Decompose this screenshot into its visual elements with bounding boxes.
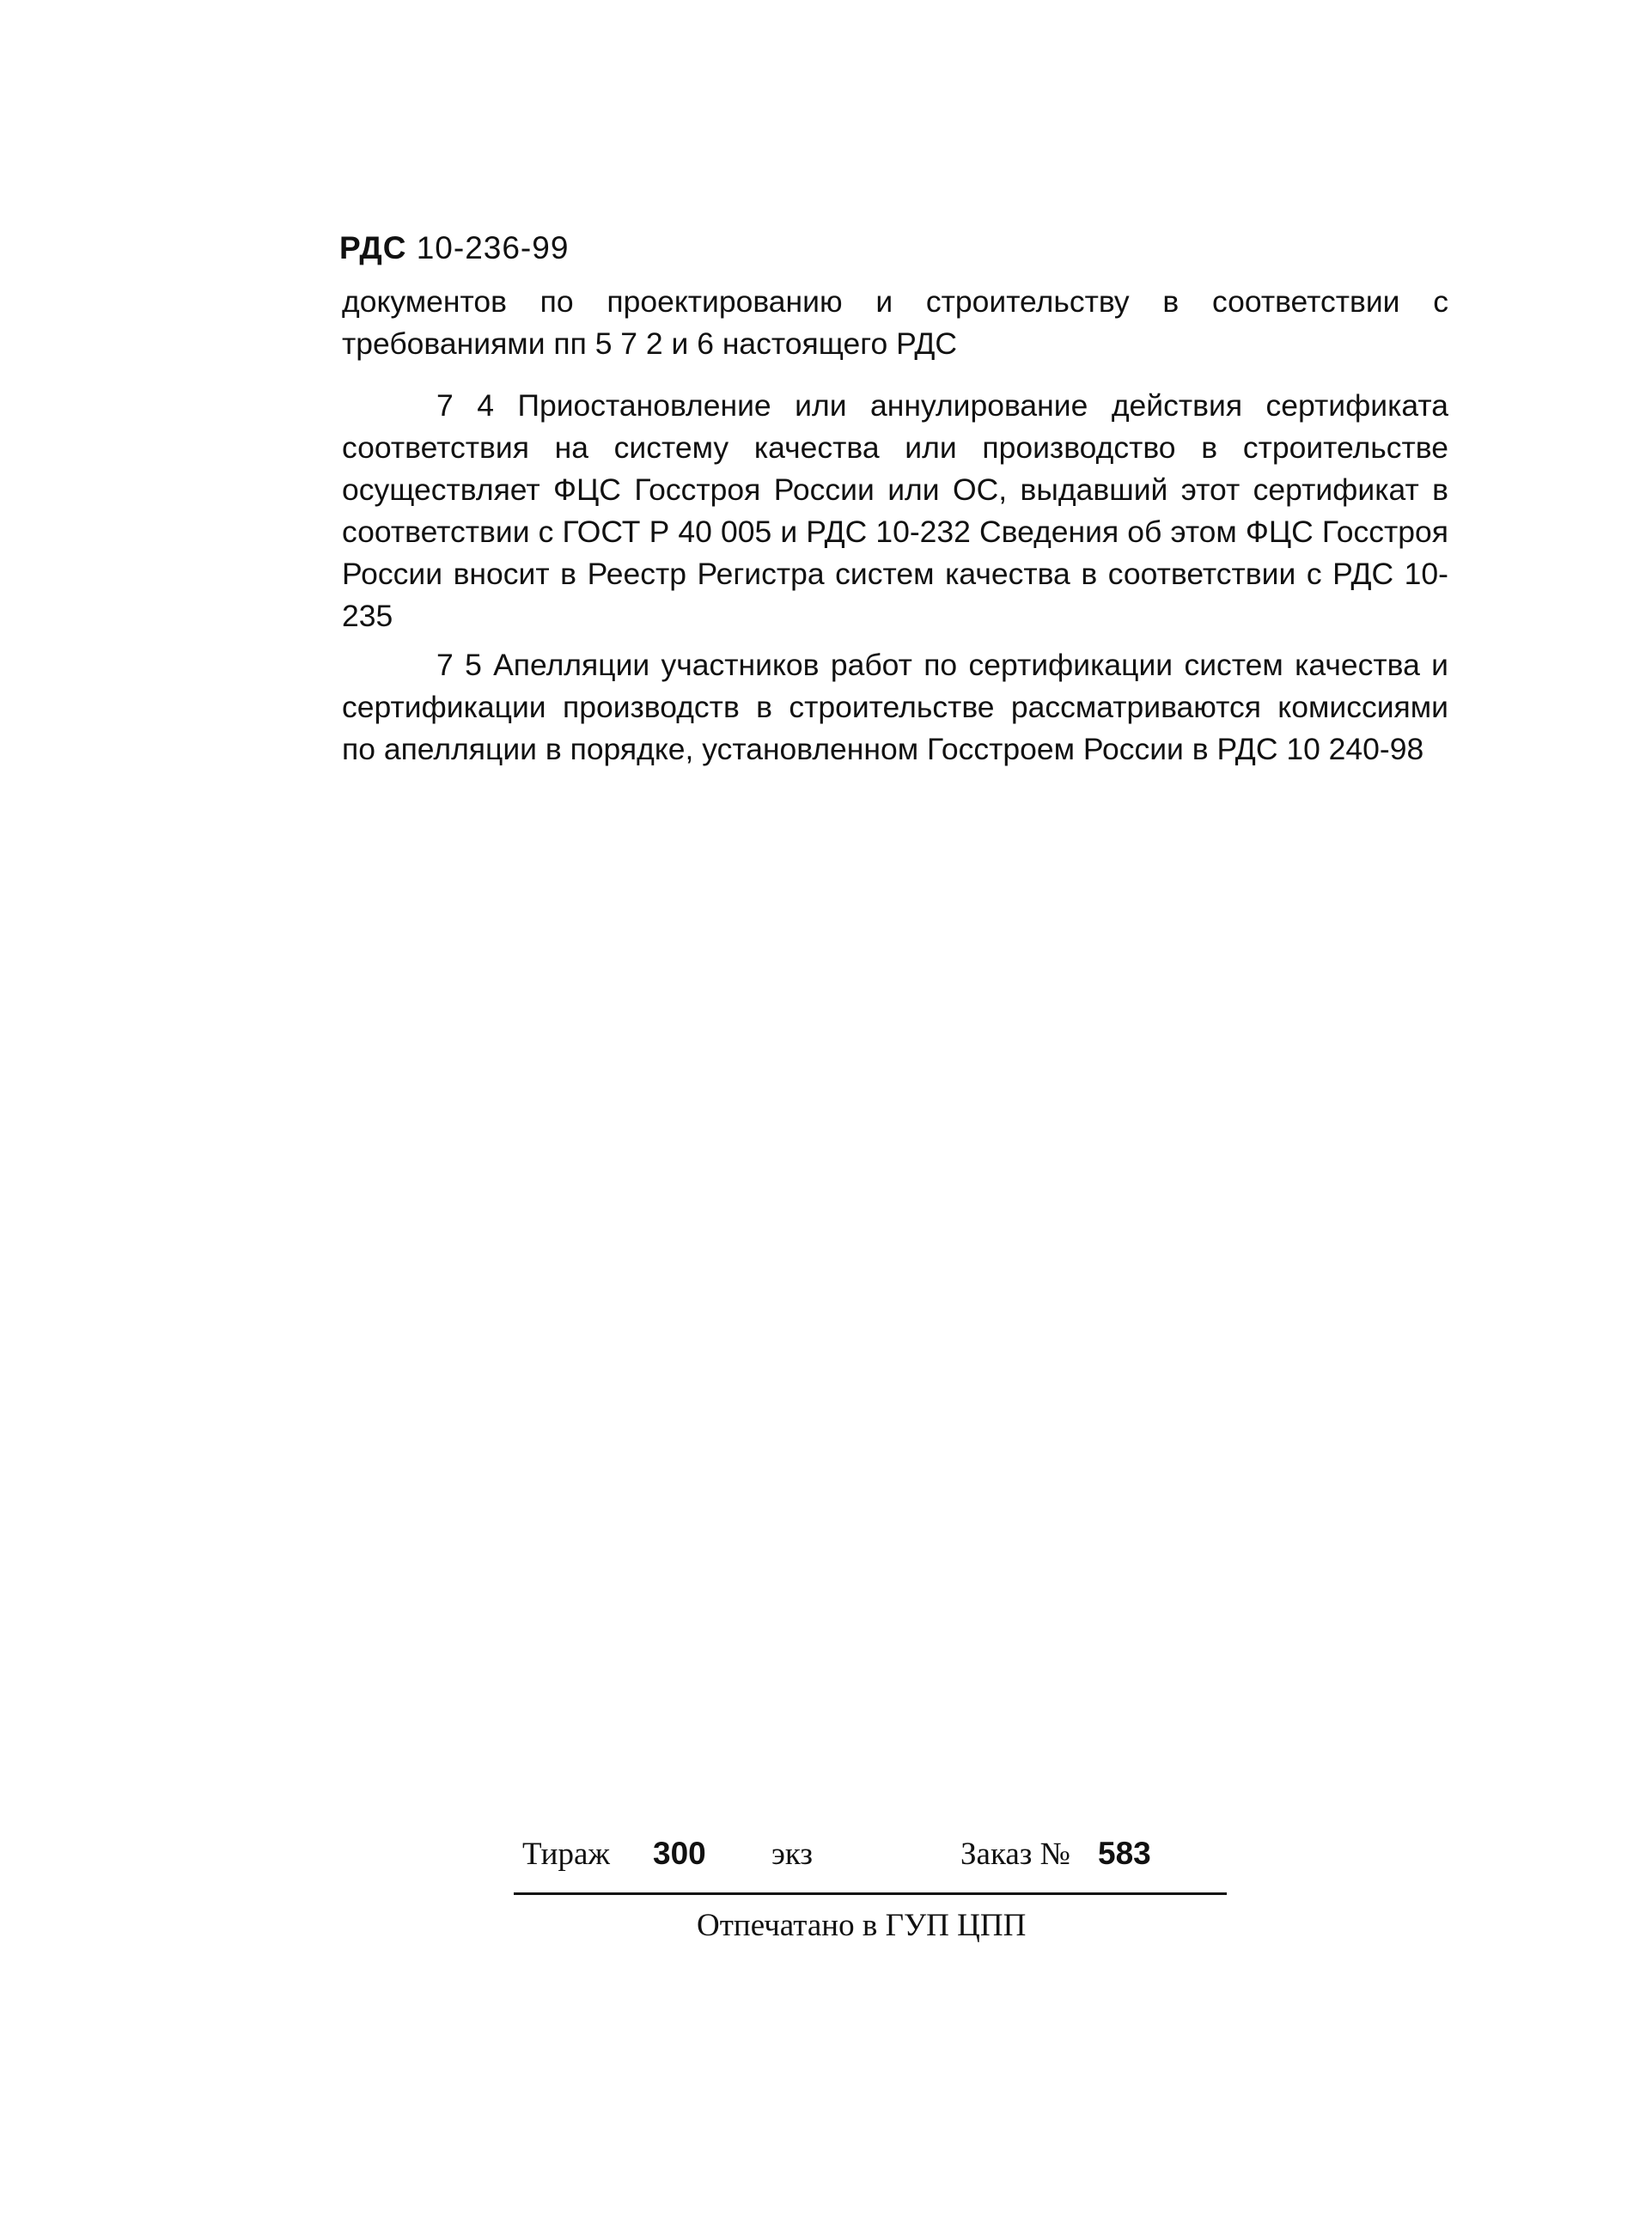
copies-unit-label: экз	[771, 1837, 813, 1872]
paragraph-continuation: документов по проектированию и строительству в соответствии с требованиями пп 5 7 2 и 6 настоящего РДС	[342, 284, 1448, 361]
document-code-prefix: РДС	[339, 230, 407, 265]
imprint-block	[514, 1836, 1227, 1944]
printed-at-text: Отпечатано в ГУП ЦПП	[697, 1908, 1027, 1943]
document-code-number: 10-236-99	[416, 230, 570, 265]
document-code-header	[339, 230, 569, 266]
paragraph-7-4: 7 4 Приостановление или аннулирование действия сертификата соответствия на систему качества или производство в строительстве осуществляет ФЦС Госстроя России или ОС, выдавший этот сертификат в соответствии с ГОСТ Р 40 005 и РДС 10-232 Сведения об этом ФЦС Госстроя России вносит в Реестр Регистра систем качества в соответствии с РДС 10-235	[342, 388, 1448, 633]
order-number-label: Заказ №	[960, 1837, 1070, 1872]
order-number-value: 583	[1098, 1836, 1151, 1871]
paragraph-7-5: 7 5 Апелляции участников работ по сертификации систем качества и сертификации производств в строительстве рассматриваются комиссиями по апелляции в порядке, установленном Госстроем России в РДС 10 240-98	[342, 648, 1448, 766]
print-run-value: 300	[653, 1836, 706, 1871]
imprint-divider	[514, 1892, 1227, 1895]
imprint-print-run-row	[514, 1836, 1227, 1880]
print-run-label: Тираж	[522, 1837, 610, 1872]
